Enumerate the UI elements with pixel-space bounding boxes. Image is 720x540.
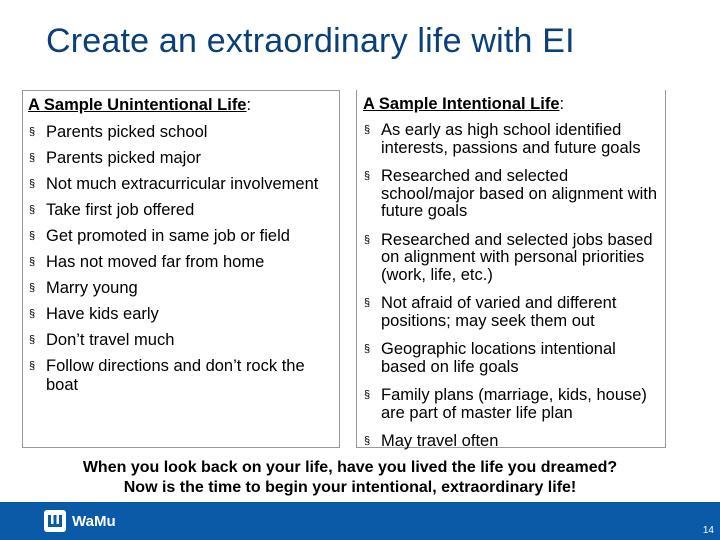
slide-title: Create an extraordinary life with EI — [46, 22, 575, 60]
bullet-icon: § — [29, 152, 36, 164]
list-item: § Not afraid of varied and different positions; may seek them out — [364, 294, 617, 330]
logo-text: WaMu — [72, 512, 116, 530]
list-item: § Family plans (marriage, kids, house) are part of master life plan — [364, 386, 647, 422]
list-item: § Follow directions and don’t rock the boat — [29, 357, 305, 394]
bullet-icon: § — [364, 170, 371, 182]
bullet-icon: § — [29, 282, 36, 294]
list-item: § Has not moved far from home — [29, 253, 265, 271]
page-number: 14 — [702, 525, 714, 536]
bullet-icon: § — [29, 256, 36, 268]
bullet-icon: § — [364, 297, 371, 309]
bullet-icon: § — [29, 334, 36, 346]
list-item: § Marry young — [29, 279, 138, 297]
list-item: § May travel often — [364, 432, 499, 450]
list-item: § Get promoted in same job or field — [29, 227, 290, 245]
bullet-icon: § — [29, 308, 36, 320]
intentional-life-list — [363, 122, 665, 451]
bullet-icon: § — [29, 230, 36, 242]
list-item: § Geographic locations intentional based on life goals — [364, 340, 616, 376]
bullet-icon: § — [29, 178, 36, 190]
unintentional-life-list — [28, 123, 333, 395]
list-item: § Parents picked school — [29, 123, 208, 141]
footer-bar — [0, 502, 720, 540]
bullet-icon: § — [364, 233, 371, 246]
list-item: § Have kids early — [29, 305, 159, 323]
list-item: § Not much extracurricular involvement — [29, 175, 319, 193]
bullet-icon: § — [29, 204, 36, 216]
bullet-icon: § — [29, 126, 36, 138]
intentional-life-column — [363, 95, 665, 462]
closing-statement — [0, 458, 700, 498]
list-item: § Take first job offered — [29, 201, 195, 219]
list-item: § Researched and selected school/major based on alignment with future goals — [364, 167, 658, 220]
wamu-logo-icon — [44, 510, 66, 532]
bullet-icon: § — [364, 124, 371, 136]
list-item: § Parents picked major — [29, 149, 201, 167]
list-item: § Don’t travel much — [29, 331, 175, 349]
list-item: § Researched and selected jobs based on alignment with personal priorities (work, life, etc.) — [364, 230, 653, 284]
closing-line-1: When you look back on your life, have you lived the life you dreamed? — [82, 459, 618, 476]
list-item: § As early as high school identified interests, passions and future goals — [364, 121, 641, 157]
bullet-icon: § — [364, 343, 371, 355]
unintentional-life-column — [28, 96, 333, 402]
company-logo — [44, 510, 116, 532]
unintentional-life-heading: A Sample Unintentional Life: — [28, 96, 252, 114]
bullet-icon: § — [364, 435, 371, 447]
bullet-icon: § — [29, 360, 36, 372]
intentional-life-heading: A Sample Intentional Life: — [363, 95, 565, 113]
bullet-icon: § — [364, 389, 371, 401]
closing-line-2: Now is the time to begin your intentional, extraordinary life! — [123, 479, 577, 496]
